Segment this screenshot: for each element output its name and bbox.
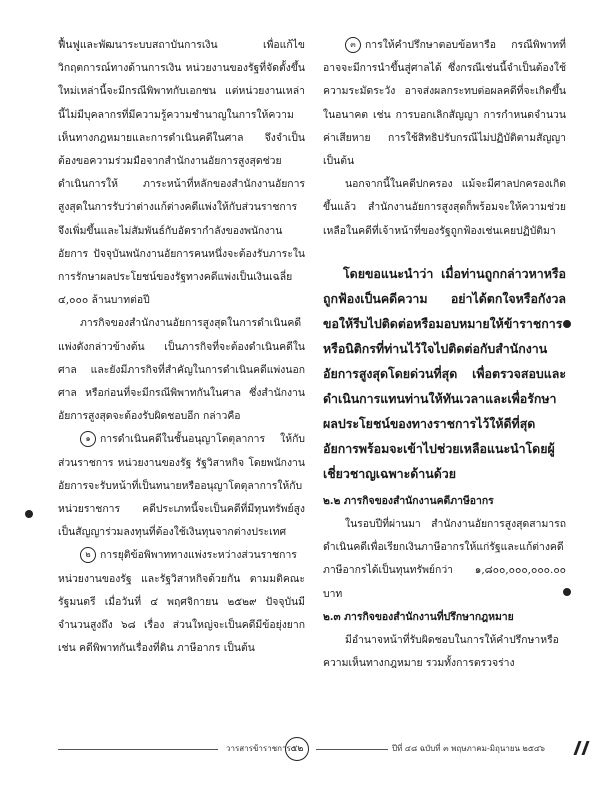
footer-rule-left bbox=[58, 749, 218, 750]
page-footer bbox=[58, 741, 566, 757]
body-paragraph: มีอำนาจหน้าที่รับผิดชอบในการให้คำปรึกษาหรือความเห็นทางกฎหมาย รวมทั้งการตรวจร่าง bbox=[323, 634, 559, 670]
section-heading: ๒.๒ ภารกิจของสำนักงานคดีภาษีอากร bbox=[323, 494, 494, 507]
body-paragraph: ภารกิจของสำนักงานอัยการสูงสุดในการดำเนินคดีแพ่งดังกล่าวข้างต้น เป็นภารกิจที่จะต้องดำเนินคดีในศาล และยังมีภารกิจที่สำคัญในการดำเนินคดีแพ่งนอกศาล หรือก่อนที่จะมีกรณีพิพาทกันในศาล ซึ่งสำนักงานอัยการสูงสุดจะต้องรับผิดชอบอีก กล่าวคือ bbox=[58, 317, 305, 423]
item-text: การยุติข้อพิพาททางแพ่งระหว่างส่วนราชการ หน่วยงานของรัฐ และรัฐวิสาหกิจด้วยกัน ตามมติคณะรัฐมนตรี เมื่อวันที่ ๔ พฤศจิกายน ๒๕๒๙ ปัจจุบันมีจำนวนสูงถึง ๖๘ เรื่อง ส่วนใหญ่จะเป็นคดีมีข้อยุ่งยาก เช่น คดีพิพาทกันเรื่องที่ดิน ภาษีอากร เป็นต้น bbox=[58, 549, 305, 655]
margin-bullet-icon bbox=[563, 588, 571, 596]
body-paragraph: ในรอบปีที่ผ่านมา สำนักงานอัยการสูงสุดสามารถดำเนินคดีเพื่อเรียกเงินภาษีอากรให้แก่รัฐและแก้ต่างคดีภาษีอากรได้เป็นทุนทรัพย์กว่า ๑,๘๐๐,๐๐๐,๐๐๐.๐๐ บาท bbox=[323, 518, 566, 600]
item-text: การให้คำปรึกษาตอบข้อหารือ กรณีพิพาทที่อาจจะมีการนำขึ้นสู่ศาลได้ ซึ่งกรณีเช่นนี้จำเป็นต้องใช้ความระมัดระวัง อาจส่งผลกระทบต่อผลคดีที่จะเกิดขึ้นในอนาคต เช่น การบอกเลิกสัญญา การกำหนดจำนวนค่าเสียหาย การใช้สิทธิปรับกรณีไม่ปฏิบัติตามสัญญา เป็นต้น bbox=[323, 39, 566, 168]
left-column bbox=[58, 34, 305, 660]
numbered-item bbox=[323, 34, 566, 173]
item-text: การดำเนินคดีในชั้นอนุญาโตตุลาการ ให้กับส่วนราชการ หน่วยงานของรัฐ รัฐวิสาหกิจ โดยพนักงานอัยการจะรับหน้าที่เป็นทนายหรืออนุญาโตตุลาการให้กับหน่วยราชการ คดีประเภทนี้จะเป็นคดีที่มีทุนทรัพย์สูง เป็นสัญญาร่วมลงทุนที่ต้องใช้เงินทุนจากต่างประเทศ bbox=[58, 433, 305, 539]
pullquote-bullet-icon bbox=[563, 320, 571, 328]
right-column bbox=[323, 34, 566, 675]
body-paragraph: ฟื้นฟูและพัฒนาระบบสถาบันการเงิน เพื่อแก้ไขวิกฤตการณ์ทางด้านการเงิน หน่วยงานของรัฐที่จัดตั้งขึ้นใหม่เหล่านี้จะมีกรณีพิพาทกับเอกชน แต่หน่วยงานเหล่านี้ไม่มีบุคลากรที่มีความรู้ความชำนาญในการให้ความเห็นทางกฎหมายและการดำเนินคดีในศาล จึงจำเป็นต้องขอความร่วมมือจากสำนักงานอัยการสูงสุดช่วยดำเนินการให้ ภาระหน้าที่หลักของสำนักงานอัยการสูงสุดในการรับว่าต่างแก้ต่างคดีแพ่งให้กับส่วนราชการจึงเพิ่มขึ้นและไม่สัมพันธ์กับอัตรากำลังของพนักงานอัยการ ปัจจุบันพนักงานอัยการคนหนึ่งจะต้องรับภาระในการรักษาผลประโยชน์ของรัฐทางคดีแพ่งเป็นเงินเฉลี่ย ๔,๐๐๐ ล้านบาทต่อปี bbox=[58, 39, 305, 307]
margin-bullet-icon bbox=[25, 510, 33, 518]
footer-slash-icon bbox=[573, 741, 581, 755]
section-heading: ๒.๓ ภารกิจของสำนักงานที่ปรึกษากฎหมาย bbox=[323, 610, 514, 623]
numbered-item bbox=[58, 544, 305, 660]
numbered-item bbox=[58, 428, 305, 544]
item-number: ๒ bbox=[80, 547, 96, 563]
magazine-name: วารสารข้าราชการ bbox=[226, 744, 291, 753]
page-logo: ๕๒ bbox=[285, 737, 309, 761]
item-number: ๓ bbox=[345, 37, 361, 53]
issue-info: ปีที่ ๔๘ ฉบับที่ ๓ พฤษภาคม-มิถุนายน ๒๕๔๖ bbox=[388, 742, 549, 755]
body-paragraph: นอกจากนี้ในคดีปกครอง แม้จะมีศาลปกครองเกิดขึ้นแล้ว สำนักงานอัยการสูงสุดก็พร้อมจะให้ความช่วยเหลือในคดีที่เจ้าหน้าที่ของรัฐถูกฟ้องเช่นเคยปฏิบัติมา bbox=[323, 178, 566, 237]
pull-quote: โดยขอแนะนำว่า เมื่อท่านถูกกล่าวหาหรือถูกฟ้องเป็นคดีความ อย่าได้ตกใจหรือกังวล ขอให้รีบไปติดต่อหรือมอบหมายให้ข้าราชการหรือนิติกรที่ท่านไว้ใจไปติดต่อกับสำนักงานอัยการสูงสุดโดยด่วนที่สุด เพื่อตรวจสอบและดำเนินการแทนท่านให้ทันเวลาและเพื่อรักษาผลประโยชน์ของทางราชการไว้ให้ดีที่สุด อัยการพร้อมจะเข้าไปช่วยเหลือแนะนำโดยผู้เชี่ยวชาญเฉพาะด้านด้วย bbox=[323, 265, 566, 481]
footer-slash-icon bbox=[581, 741, 589, 755]
item-number: ๑ bbox=[80, 431, 96, 447]
